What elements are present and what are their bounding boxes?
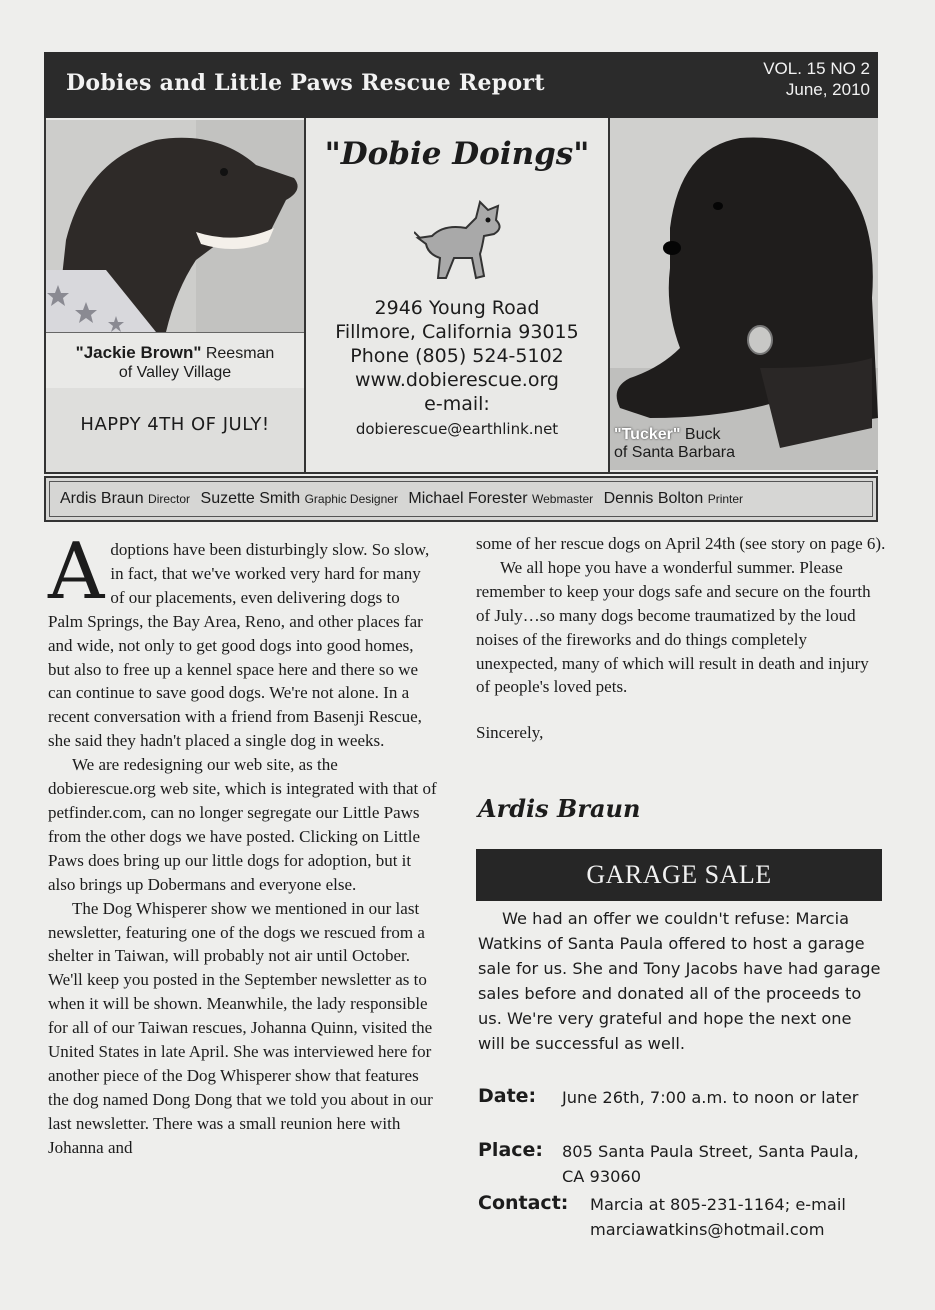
issue-date: June, 2010 — [785, 80, 870, 99]
article-left-column — [48, 527, 438, 1160]
right-photo-caption — [614, 426, 735, 462]
masthead — [44, 52, 878, 118]
newsletter-title: "Dobie Doings" — [324, 136, 590, 172]
left-caption-name: "Jackie Brown" — [75, 343, 202, 362]
article-paragraph-text: doptions have been disturbingly slow. So slow, in fact, that we've worked very hard for many of our placements, even delivering dogs to Palm Springs, the Bay Area, Reno, and other places far and wide, not only to get good dogs into good homes, but also to free up a kennel space here and there so we can continue to save good dogs. We're not alone. In a recent conversation with a friend from Basenji Rescue, she said they hadn't placed a single dog in weeks. — [48, 540, 430, 751]
garage-sale-date — [478, 1084, 878, 1136]
report-title: Dobies and Little Paws Rescue Report — [66, 70, 545, 96]
article-paragraph: We all hope you have a wonderful summer. Please remember to keep your dogs safe and secure on the fourth of July…so many dogs become traumatized by the loud noises of the fireworks and do things completely unexpected, many of which will result in death and injury of people's loved pets. — [476, 557, 871, 697]
date-value: June 26th, 7:00 a.m. to noon or later — [562, 1088, 859, 1107]
place-label: Place: — [478, 1139, 544, 1161]
staff-name: Ardis Braun — [60, 490, 144, 507]
article-paragraph: some of her rescue dogs on April 24th (see story on page 6). — [476, 534, 886, 553]
website-link[interactable]: www.dobierescue.org — [355, 369, 559, 391]
date-label: Date: — [478, 1085, 537, 1107]
terrier-photo-illustration — [610, 118, 878, 470]
garage-sale-description: We had an offer we couldn't refuse: Marcia Watkins of Santa Paula offered to host a garage sale for us. She and Tony Jacobs have had garage sales before and donated all of the proceeds to us. We're very grateful and hope the next one will be successful as well. — [478, 909, 881, 1053]
staff-name: Suzette Smith — [200, 490, 301, 507]
issue-info — [763, 58, 870, 100]
article-paragraph: We are redesigning our web site, as the dobierescue.org web site, which is integrated with that of petfinder.com, can no longer segregate our Little Paws from the other dogs we have posted. Clicking on Little Paws does bring up our little dogs for adoption, but it also brings up Dobermans and everyone else. — [48, 755, 437, 894]
right-caption-surname: Buck — [680, 426, 721, 443]
doberman-photo — [46, 120, 304, 332]
contact-block — [306, 296, 608, 442]
signature: Ardis Braun — [478, 794, 641, 823]
left-caption-location: of Valley Village — [118, 364, 232, 381]
article-paragraph — [48, 527, 438, 753]
staff-role: Director — [148, 492, 191, 506]
staff-name: Dennis Bolton — [603, 490, 704, 507]
volume-number: VOL. 15 NO 2 — [763, 59, 870, 78]
left-photo-caption — [46, 332, 304, 384]
dog-logo-icon — [414, 188, 510, 288]
right-caption-name: "Tucker" — [614, 426, 681, 443]
left-caption-surname: Reesman — [201, 345, 275, 362]
garage-sale-place — [478, 1138, 878, 1190]
staff-name: Michael Forester — [408, 490, 528, 507]
email-address[interactable]: dobierescue@earthlink.net — [355, 420, 559, 438]
drop-cap: A — [48, 527, 105, 617]
email-label: e-mail: — [424, 393, 490, 415]
street-address: 2946 Young Road — [374, 297, 540, 319]
right-caption-location: of Santa Barbara — [614, 444, 735, 461]
terrier-photo — [610, 118, 878, 470]
staff-list — [49, 481, 873, 517]
staff-role: Graphic Designer — [304, 492, 398, 506]
garage-sale-body — [478, 906, 882, 1239]
phone-number: Phone (805) 524-5102 — [350, 345, 564, 367]
closing: Sincerely, — [476, 723, 544, 743]
staff-role: Printer — [707, 492, 744, 506]
holiday-greeting: HAPPY 4TH OF JULY! — [80, 414, 270, 435]
contact-value: Marcia at 805-231-1164; e-mail marciawatkins@hotmail.com — [590, 1195, 846, 1239]
staff-role: Webmaster — [532, 492, 594, 506]
article-right-column — [476, 532, 886, 745]
staff-bar — [44, 476, 878, 522]
place-value: 805 Santa Paula Street, Santa Paula, CA 93060 — [562, 1142, 859, 1186]
contact-label: Contact: — [478, 1192, 569, 1214]
contact-column — [304, 118, 610, 474]
holiday-box — [46, 388, 304, 472]
garage-sale-contact — [478, 1191, 878, 1243]
doberman-photo-illustration — [46, 120, 304, 332]
garage-sale-heading: GARAGE SALE — [476, 849, 882, 901]
article-paragraph: The Dog Whisperer show we mentioned in our last newsletter, featuring one of the dogs we rescued from a shelter in Taiwan, will probably not air until October. We'll keep you posted in the September newsletter as to when it will be shown. Meanwhile, the lady responsible for all of our Taiwan rescues, Johanna Quinn, visited the United States in late April. She was interviewed here for another piece of the Dog Whisperer show that features the dog named Dong Dong that we told you about in our last newsletter. There was a small reunion here with Johanna and — [48, 898, 433, 1157]
city-state-zip: Fillmore, California 93015 — [335, 321, 579, 343]
